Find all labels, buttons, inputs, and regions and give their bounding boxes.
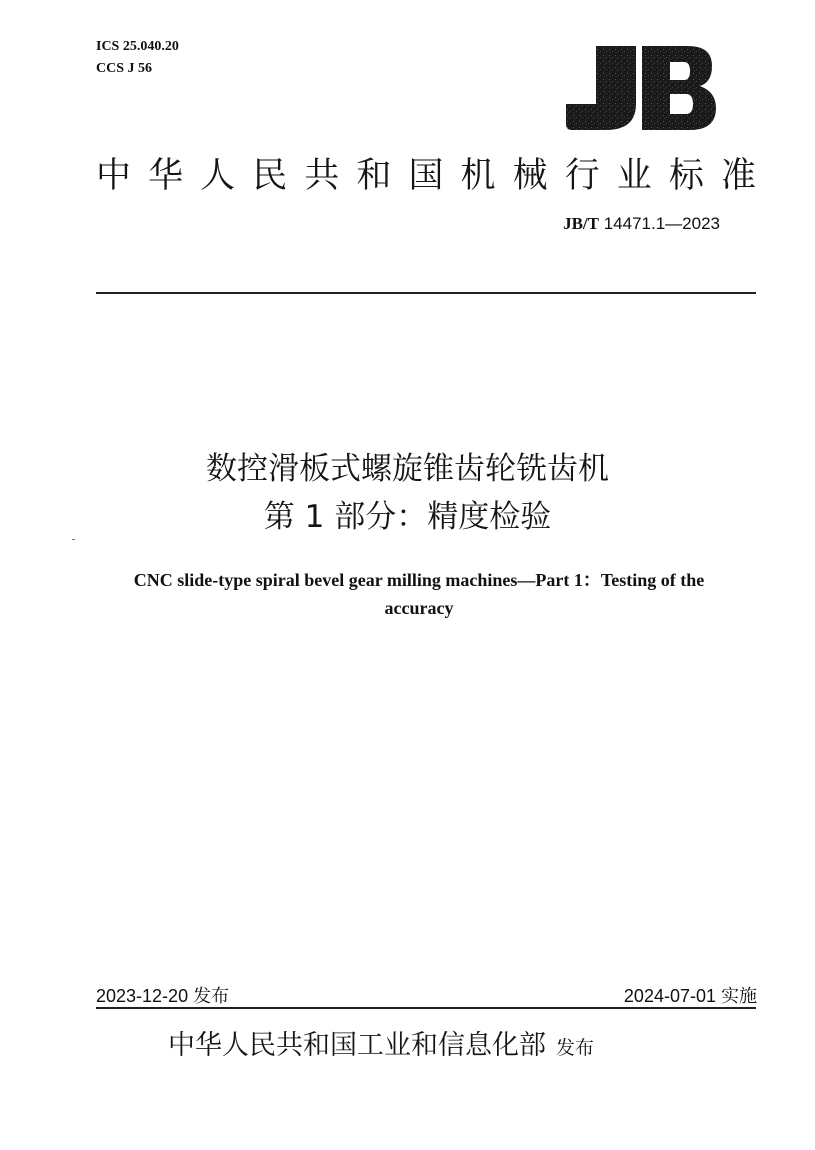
title-english: CNC slide-type spiral bevel gear milling machines—Part 1：Testing of the accuracy — [133, 570, 705, 618]
title-chinese-line2: 第 1 部分：精度检验 — [263, 499, 552, 535]
standard-prefix: JB/T — [563, 214, 599, 233]
standard-code: 14471.1—2023 — [599, 214, 720, 233]
org-title-char: 准 — [720, 156, 756, 196]
organization-title — [96, 154, 756, 198]
publisher-name: 中华人民共和国工业和信息化部 — [168, 1030, 546, 1061]
org-title-char: 械 — [512, 156, 548, 196]
ics-code: ICS 25.040.20 — [96, 39, 179, 54]
org-title-char: 和 — [356, 156, 392, 196]
org-title-char: 行 — [564, 156, 600, 196]
org-title-char: 共 — [304, 156, 340, 196]
org-title-char: 标 — [668, 156, 704, 196]
publisher-suffix: 发布 — [556, 1037, 595, 1059]
publisher — [168, 1026, 594, 1068]
org-title-char: 机 — [460, 156, 496, 196]
standard-number — [563, 214, 720, 234]
ccs-code: CCS J 56 — [96, 61, 153, 76]
org-title-char: 中 — [96, 156, 132, 196]
bottom-divider — [96, 1007, 756, 1009]
title-chinese-line1: 数控滑板式螺旋锥齿轮铣齿机 — [206, 451, 609, 487]
org-title-char: 国 — [408, 156, 444, 196]
jb-logo — [566, 42, 716, 134]
org-title-char: 人 — [200, 156, 236, 196]
implementation-date: 2024-07-01 实施 — [623, 986, 757, 1006]
org-title-char: 业 — [616, 156, 652, 196]
issue-date: 2023-12-20 发布 — [96, 986, 230, 1006]
org-title-char: 华 — [148, 156, 184, 196]
org-title-char: 民 — [252, 156, 288, 196]
top-divider — [96, 292, 756, 294]
scan-speck — [72, 539, 75, 540]
classification-codes — [96, 36, 179, 80]
